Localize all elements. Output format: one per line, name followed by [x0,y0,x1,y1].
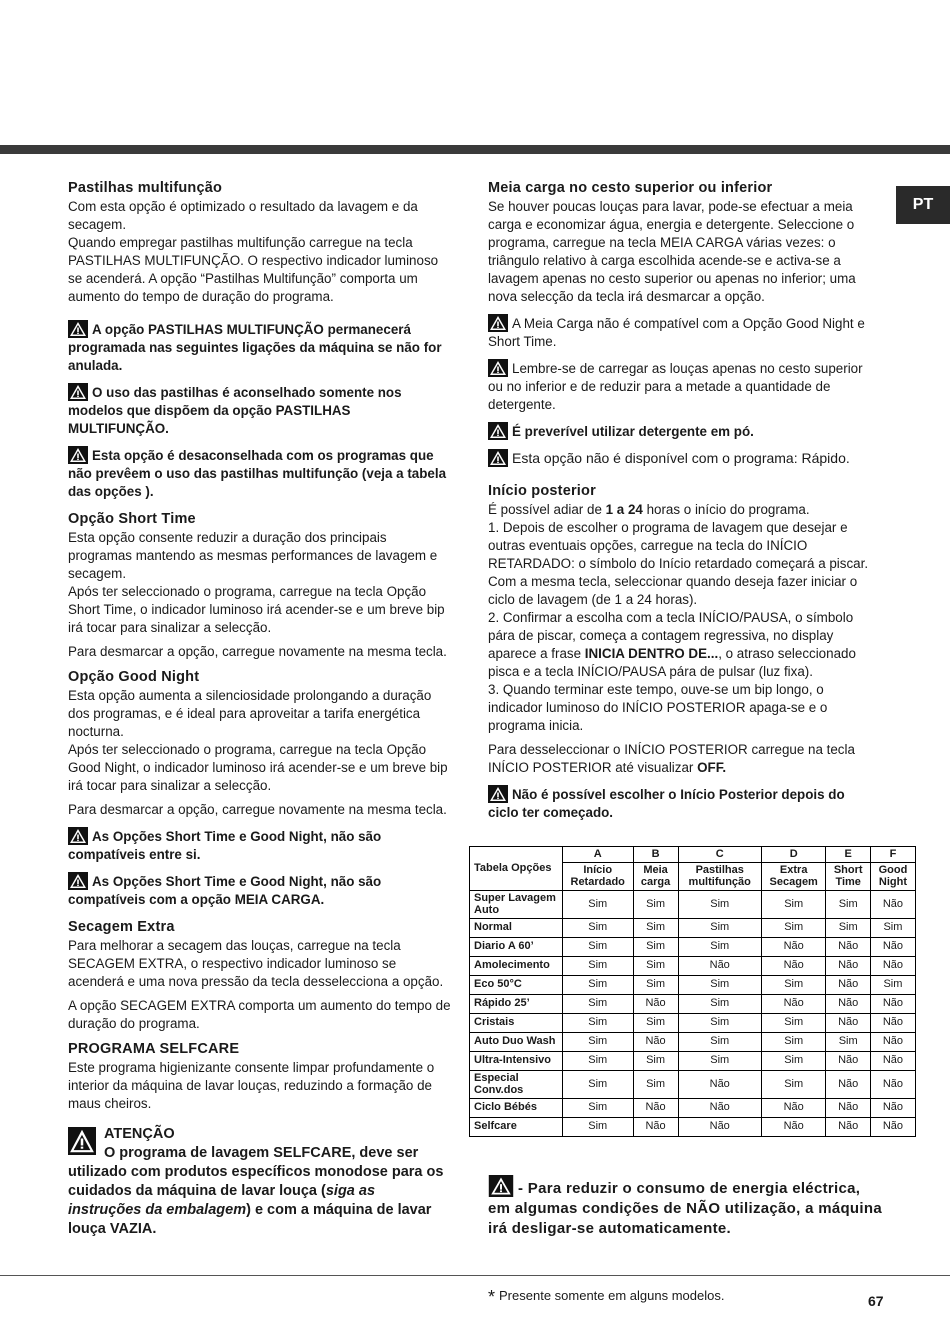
column-letter: D [761,847,826,863]
warning-icon [68,872,88,890]
table-letter-row [470,847,916,863]
warning-note [68,320,452,375]
section-title: Início posterior [488,483,596,499]
column-header: Meia carga [633,862,678,890]
paragraph: Após ter seleccionado o programa, carregue na tecla Opção Good Night, o indicador luminoso irá acender-se e um breve bip irá tocar para sinalizar a selecção. [68,742,448,793]
table-row [470,1070,916,1098]
table-cell: Não [678,1117,761,1136]
table-cell: Sim [678,918,761,937]
table-cell: Sim [826,890,870,918]
paragraph: Com esta opção é optimizado o resultado da lavagem e da secagem. [68,199,418,232]
section-title: Secagem Extra [68,919,175,935]
table-cell: Sim [678,975,761,994]
table-row [470,975,916,994]
table-cell: Não [826,1051,870,1070]
warning-text: A Meia Carga não é compatível com a Opção Good Night e Short Time. [488,316,865,349]
program-name: Super Lavagem Auto [470,890,563,918]
table-row [470,1051,916,1070]
table-cell: Sim [562,1032,633,1051]
table-body [470,890,916,1136]
warning-icon [68,827,88,845]
table-cell: Não [826,1070,870,1098]
warning-note [488,785,875,822]
warning-text: - Para reduzir o consumo de energia eléctrica, em algumas condições de NÃO utilização, a máquina irá desligar-se automaticamente. [488,1180,882,1237]
paragraph: Para desseleccionar o INÍCIO POSTERIOR carregue na tecla INÍCIO POSTERIOR até visualizar OFF. [488,742,855,775]
program-name: Auto Duo Wash [470,1032,563,1051]
table-row [470,890,916,918]
table-cell: Não [826,1013,870,1032]
table-cell: Sim [678,1013,761,1032]
section-title: Opção Short Time [68,511,196,527]
table-cell: Sim [633,1051,678,1070]
column-letter: A [562,847,633,863]
warning-text: Lembre-se de carregar as louças apenas no cesto superior ou no inferior e de reduzir para a metade a quantidade de detergente. [488,361,863,412]
paragraph: 1. Depois de escolher o programa de lavagem que desejar e outras eventuais opções, carregue na tecla do INÍCIO RETARDADO: o símbolo do Início retardado começará a piscar. Com a mesma tecla, seleccionar quando deseja fazer iniciar o ciclo de lavagem (de 1 a 24 horas). [488,520,869,607]
paragraph: A opção SECAGEM EXTRA comporta um aumento do tempo de duração do programa. [68,998,451,1031]
table-cell: Sim [870,918,915,937]
column-letter: F [870,847,915,863]
table-cell: Não [870,1070,915,1098]
program-name: Ciclo Bébés [470,1098,563,1117]
warning-note [68,872,452,909]
paragraph: Para melhorar a secagem das louças, carregue na tecla SECAGEM EXTRA, o respectivo indicador luminoso se acenderá e uma nova pressão da tecla desselecciona a opção. [68,938,444,989]
table-row [470,918,916,937]
left-column [68,178,452,1239]
program-name: Amolecimento [470,956,563,975]
warning-note [488,449,875,467]
table-cell: Sim [678,994,761,1013]
warning-text: É preverível utilizar detergente em pó. [512,424,754,439]
warning-text: Esta opção não é disponível com o programa: Rápido. [512,450,850,466]
table-cell: Não [678,1098,761,1117]
program-name: Diario A 60’ [470,937,563,956]
table-cell: Sim [633,890,678,918]
table-cell: Não [826,956,870,975]
table-row [470,956,916,975]
warning-text: As Opções Short Time e Good Night, não são compatíveis entre si. [68,829,382,862]
paragraph: Quando empregar pastilhas multifunção carregue na tecla PASTILHAS MULTIFUNÇÃO. O respectivo indicador luminoso se acenderá. A opção “Pastilhas Multifunção” comporta um aumento do tempo de duração do programa. [68,235,439,304]
table-cell: Não [826,975,870,994]
table-cell: Não [870,956,915,975]
program-name: Selfcare [470,1117,563,1136]
table-cell: Não [633,1032,678,1051]
table-cell: Não [870,937,915,956]
energy-warning [488,1175,883,1239]
table-cell: Sim [633,937,678,956]
table-cell: Sim [761,1070,826,1098]
column-header: Extra Secagem [761,862,826,890]
table-cell: Não [678,1070,761,1098]
table-cell: Não [870,994,915,1013]
table-cell: Sim [562,1117,633,1136]
paragraph: Após ter seleccionado o programa, carregue na tecla Opção Short Time, o indicador luminoso irá acender-se e um breve bip irá tocar para sinalizar a selecção. [68,584,445,635]
table-cell: Não [870,1051,915,1070]
warning-note [488,359,875,414]
section-title: Meia carga no cesto superior ou inferior [488,180,773,196]
paragraph: É possível adiar de 1 a 24 horas o início do programa. [488,502,810,517]
table-cell: Sim [678,1032,761,1051]
warning-text: O programa de lavagem SELFCARE, deve ser utilizado com produtos específicos monodose para os cuidados da máquina de lavar louça ( [68,1145,444,1199]
table-cell: Não [761,956,826,975]
table-cell: Sim [562,994,633,1013]
table-cell: Não [870,1098,915,1117]
column-header: Pastilhas multifunção [678,862,761,890]
column-letter: C [678,847,761,863]
table-corner: Tabela Opções [470,847,563,891]
warning-note [68,827,452,864]
table-cell: Não [826,937,870,956]
table-cell: Sim [761,890,826,918]
table-cell: Sim [678,890,761,918]
warning-text: Não é possível escolher o Início Posterior depois do ciclo ter começado. [488,787,845,820]
paragraph: Se houver poucas louças para lavar, pode-se efectuar a meia carga e economizar água, energia e detergente. Seleccione o programa, carregue na tecla MEIA CARGA várias vezes: o triângulo relativo à carga escolhida acende-se e activa-se a lavagem apenas no cesto superior ou apenas no inferior; uma nova selecção da tecla irá desmarcar a opção. [488,199,856,304]
program-name: Cristais [470,1013,563,1032]
table-cell: Sim [633,1013,678,1032]
warning-icon [488,449,508,467]
table-cell: Sim [562,1098,633,1117]
warning-icon [68,383,88,401]
footer-rule [0,1275,950,1276]
table-cell: Não [633,994,678,1013]
page-number: 67 [868,1293,884,1309]
program-name: Normal [470,918,563,937]
table-cell: Sim [633,1070,678,1098]
warning-text-italic: siga as instruções da embalagem [68,1183,376,1218]
warning-text: Esta opção é desaconselhada com os programas que não prevêem o uso das pastilhas multifunção (veja a tabela das opções ). [68,448,447,499]
table-cell: Não [826,1117,870,1136]
table-row [470,937,916,956]
table-row [470,1117,916,1136]
table-cell: Sim [562,1070,633,1098]
warning-note [68,446,452,501]
table-cell: Não [870,890,915,918]
table-cell: Não [678,956,761,975]
table-cell: Não [761,1117,826,1136]
table-cell: Não [761,937,826,956]
warning-note [68,383,452,438]
table-cell: Sim [562,975,633,994]
warning-icon [488,1175,514,1197]
table-cell: Sim [678,937,761,956]
warning-icon [488,785,508,803]
warning-note [488,422,875,441]
table-cell: Não [870,1013,915,1032]
attention-label: ATENÇÃO [104,1126,175,1142]
paragraph: Esta opção consente reduzir a duração dos principais programas mantendo as mesmas performances de lavagem e secagem. [68,530,438,581]
table-cell: Não [826,994,870,1013]
table-row [470,1098,916,1117]
selfcare-warning [68,1125,452,1239]
column-letter: B [633,847,678,863]
section-title: PROGRAMA SELFCARE [68,1041,240,1057]
table-cell: Sim [761,918,826,937]
table-cell: Sim [562,918,633,937]
warning-icon [68,1127,96,1161]
language-label: PT [912,196,934,213]
table-cell: Sim [633,975,678,994]
table-cell: Sim [678,1051,761,1070]
table-cell: Não [870,1032,915,1051]
table-cell: Não [870,1117,915,1136]
table-cell: Sim [633,956,678,975]
table-cell: Sim [562,1013,633,1032]
table-cell: Não [826,1098,870,1117]
warning-text: O uso das pastilhas é aconselhado somente nos modelos que dispõem da opção PASTILHAS MULTIFUNÇÃO. [68,385,402,436]
table-cell: Sim [562,1051,633,1070]
table-cell: Não [761,994,826,1013]
section-title: Opção Good Night [68,669,200,685]
table-cell: Não [633,1098,678,1117]
paragraph: Este programa higienizante consente limpar profundamente o interior da máquina de lavar louças, reduzindo a formação de maus cheiros. [68,1060,435,1111]
table-row [470,1013,916,1032]
paragraph: Esta opção aumenta a silenciosidade prolongando a duração dos programas, e é ideal para aproveitar a tarifa energética nocturna. [68,688,432,739]
options-table [469,846,916,1137]
table-cell: Sim [826,1032,870,1051]
table-cell: Não [633,1117,678,1136]
table-cell: Sim [761,975,826,994]
footnote [488,1287,724,1308]
warning-text: ) e com a máquina de lavar louça VAZIA. [68,1202,432,1237]
header-rule [0,145,950,154]
section-title: Pastilhas multifunção [68,180,223,196]
footnote-star: * [488,1287,496,1307]
column-header: Início Retardado [562,862,633,890]
warning-text: As Opções Short Time e Good Night, não são compatíveis com a opção MEIA CARGA. [68,874,382,907]
footnote-text: Presente somente em alguns modelos. [499,1288,725,1303]
table-cell: Sim [562,890,633,918]
table-cell: Sim [761,1032,826,1051]
paragraph: Para desmarcar a opção, carregue novamente na mesma tecla. [68,802,447,817]
table-row [470,994,916,1013]
table-cell: Sim [633,918,678,937]
warning-text: A opção PASTILHAS MULTIFUNÇÃO permanecerá programada nas seguintes ligações da máquina se não for anulada. [68,322,442,373]
table-cell: Sim [761,1051,826,1070]
paragraph: 3. Quando terminar este tempo, ouve-se um bip longo, o indicador luminoso do INÍCIO POSTERIOR apaga-se e o programa inicia. [488,682,828,733]
paragraph: Para desmarcar a opção, carregue novamente na mesma tecla. [68,644,447,659]
table-cell: Sim [562,937,633,956]
column-header: Good Night [870,862,915,890]
program-name: Especial Conv.dos [470,1070,563,1098]
table-row [470,1032,916,1051]
warning-icon [488,314,508,332]
warning-icon [68,320,88,338]
program-name: Eco 50°C [470,975,563,994]
program-name: Ultra-Intensivo [470,1051,563,1070]
table-cell: Sim [826,918,870,937]
warning-icon [488,422,508,440]
right-column [488,178,875,822]
warning-note [488,314,875,351]
paragraph: 2. Confirmar a escolha com a tecla INÍCIO/PAUSA, o símbolo pára de piscar, começa a contagem regressiva, no display aparece a frase INICIA DENTRO DE..., o atraso seleccionado pisca e a tecla INÍCIO/PAUSA pára de pulsar (luz fixa). [488,610,856,679]
column-header: Short Time [826,862,870,890]
table-cell: Sim [562,956,633,975]
table-cell: Não [761,1098,826,1117]
table-cell: Sim [870,975,915,994]
table-cell: Sim [761,1013,826,1032]
language-tab [896,186,950,224]
warning-icon [68,446,88,464]
program-name: Rápido 25’ [470,994,563,1013]
warning-icon [488,359,508,377]
column-letter: E [826,847,870,863]
